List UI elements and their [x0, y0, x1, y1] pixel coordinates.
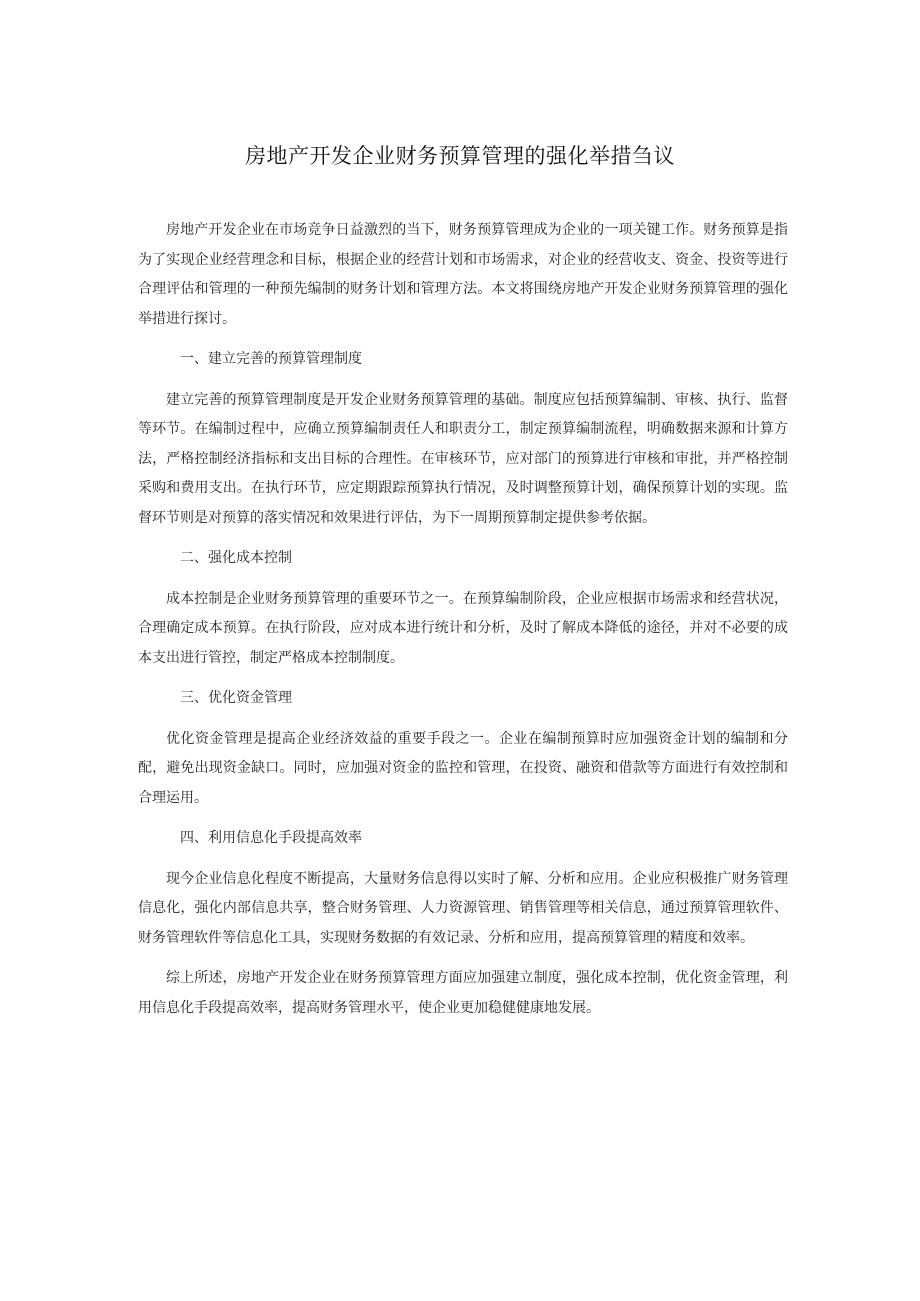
section-paragraph-4: 现今企业信息化程度不断提高，大量财务信息得以实时了解、分析和应用。企业应积极推广财务管理信息化，强化内部信息共享，整合财务管理、人力资源管理、销售管理等相关信息，通过预算管理软件、财务管理软件等信息化工具，实现财务数据的有效记录、分析和应用，提高预算管理的精度和效率。	[138, 870, 788, 946]
section-heading-2: 二、强化成本控制	[180, 550, 292, 566]
section-paragraph-2: 成本控制是企业财务预算管理的重要环节之一。在预算编制阶段，企业应根据市场需求和经营状况，合理确定成本预算。在执行阶段，应对成本进行统计和分析，及时了解成本降低的途径，并对不必要的成本支出进行管控，制定严格成本控制制度。	[138, 590, 788, 666]
document-title: 房地产开发企业财务预算管理的强化举措刍议	[245, 144, 675, 168]
intro-paragraph: 房地产开发企业在市场竞争日益激烈的当下，财务预算管理成为企业的一项关键工作。财务预算是指为了实现企业经营理念和目标，根据企业的经营计划和市场需求，对企业的经营收支、资金、投资等进行合理评估和管理的一种预先编制的财务计划和管理方法。本文将围绕房地产开发企业财务预算管理的强化举措进行探讨。	[138, 222, 788, 327]
section-paragraph-3: 优化资金管理是提高企业经济效益的重要手段之一。企业在编制预算时应加强资金计划的编制和分配，避免出现资金缺口。同时，应加强对资金的监控和管理，在投资、融资和借款等方面进行有效控制和合理运用。	[138, 730, 788, 806]
section-paragraph-1: 建立完善的预算管理制度是开发企业财务预算管理的基础。制度应包括预算编制、审核、执行、监督等环节。在编制过程中，应确立预算编制责任人和职责分工，制定预算编制流程，明确数据来源和计算方法，严格控制经济指标和支出目标的合理性。在审核环节，应对部门的预算进行审核和审批，并严格控制采购和费用支出。在执行环节，应定期跟踪预算执行情况，及时调整预算计划，确保预算计划的实现。监督环节则是对预算的落实情况和效果进行评估，为下一周期预算制定提供参考依据。	[138, 391, 788, 526]
section-heading-1: 一、建立完善的预算管理制度	[180, 351, 362, 367]
conclusion-paragraph: 综上所述，房地产开发企业在财务预算管理方面应加强建立制度，强化成本控制，优化资金管理，利用信息化手段提高效率，提高财务管理水平，使企业更加稳健健康地发展。	[138, 970, 788, 1016]
document-body	[138, 216, 788, 1034]
section-heading-3: 三、优化资金管理	[180, 690, 292, 706]
section-heading-4: 四、利用信息化手段提高效率	[180, 830, 362, 846]
